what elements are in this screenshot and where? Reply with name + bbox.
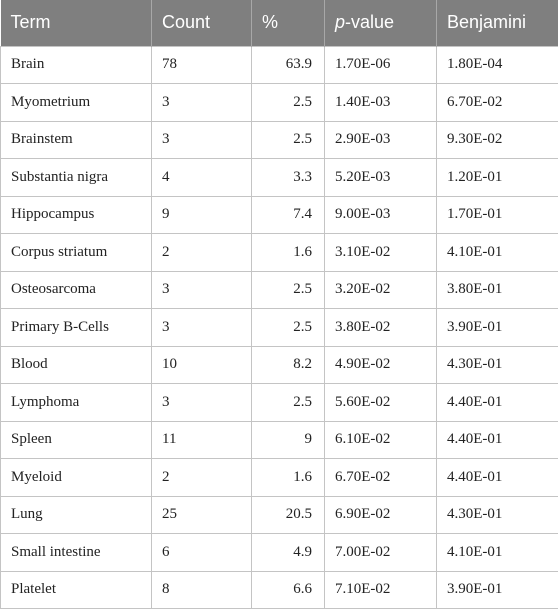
cell-benjamini: 4.40E-01 <box>437 459 558 497</box>
cell-count: 2 <box>152 234 252 272</box>
cell-pvalue: 1.40E-03 <box>325 84 437 122</box>
table-row <box>1 159 558 197</box>
cell-benjamini: 9.30E-02 <box>437 121 558 159</box>
cell-count: 25 <box>152 496 252 534</box>
cell-pvalue: 6.90E-02 <box>325 496 437 534</box>
cell-percent: 63.9 <box>252 46 325 84</box>
cell-count: 78 <box>152 46 252 84</box>
cell-term: Hippocampus <box>1 196 152 234</box>
cell-count: 10 <box>152 346 252 384</box>
cell-count: 9 <box>152 196 252 234</box>
cell-percent: 9 <box>252 421 325 459</box>
cell-pvalue: 9.00E-03 <box>325 196 437 234</box>
table-body <box>1 46 558 609</box>
cell-percent: 1.6 <box>252 459 325 497</box>
cell-benjamini: 1.80E-04 <box>437 46 558 84</box>
header-count: Count <box>152 0 252 46</box>
cell-pvalue: 2.90E-03 <box>325 121 437 159</box>
table-header <box>1 0 558 46</box>
cell-benjamini: 1.70E-01 <box>437 196 558 234</box>
table-row <box>1 271 558 309</box>
cell-pvalue: 3.80E-02 <box>325 309 437 347</box>
cell-count: 6 <box>152 534 252 572</box>
cell-percent: 2.5 <box>252 121 325 159</box>
table-row <box>1 496 558 534</box>
cell-pvalue: 5.60E-02 <box>325 384 437 422</box>
cell-count: 4 <box>152 159 252 197</box>
cell-benjamini: 4.40E-01 <box>437 421 558 459</box>
cell-percent: 2.5 <box>252 84 325 122</box>
cell-count: 11 <box>152 421 252 459</box>
cell-term: Lung <box>1 496 152 534</box>
cell-term: Primary B-Cells <box>1 309 152 347</box>
cell-pvalue: 1.70E-06 <box>325 46 437 84</box>
cell-count: 3 <box>152 84 252 122</box>
table-row <box>1 84 558 122</box>
cell-term: Substantia nigra <box>1 159 152 197</box>
cell-count: 8 <box>152 571 252 609</box>
cell-pvalue: 7.10E-02 <box>325 571 437 609</box>
table-row <box>1 196 558 234</box>
cell-percent: 4.9 <box>252 534 325 572</box>
cell-benjamini: 1.20E-01 <box>437 159 558 197</box>
cell-term: Small intestine <box>1 534 152 572</box>
cell-term: Blood <box>1 346 152 384</box>
table-row <box>1 384 558 422</box>
table-row <box>1 46 558 84</box>
cell-term: Myometrium <box>1 84 152 122</box>
table-row <box>1 309 558 347</box>
table-row <box>1 346 558 384</box>
cell-pvalue: 3.20E-02 <box>325 271 437 309</box>
table-row <box>1 571 558 609</box>
cell-percent: 6.6 <box>252 571 325 609</box>
cell-percent: 20.5 <box>252 496 325 534</box>
cell-benjamini: 3.80E-01 <box>437 271 558 309</box>
cell-term: Lymphoma <box>1 384 152 422</box>
cell-pvalue: 6.10E-02 <box>325 421 437 459</box>
cell-benjamini: 6.70E-02 <box>437 84 558 122</box>
cell-pvalue: 7.00E-02 <box>325 534 437 572</box>
header-row <box>1 0 558 46</box>
header-pvalue-italic: p <box>335 12 346 33</box>
cell-percent: 7.4 <box>252 196 325 234</box>
cell-term: Spleen <box>1 421 152 459</box>
cell-benjamini: 4.10E-01 <box>437 234 558 272</box>
cell-count: 3 <box>152 309 252 347</box>
cell-percent: 2.5 <box>252 384 325 422</box>
cell-benjamini: 4.10E-01 <box>437 534 558 572</box>
table-row <box>1 534 558 572</box>
cell-term: Platelet <box>1 571 152 609</box>
table-row <box>1 234 558 272</box>
cell-percent: 2.5 <box>252 271 325 309</box>
cell-benjamini: 4.40E-01 <box>437 384 558 422</box>
cell-count: 3 <box>152 271 252 309</box>
header-benjamini: Benjamini <box>437 0 558 46</box>
table-row <box>1 421 558 459</box>
cell-benjamini: 3.90E-01 <box>437 571 558 609</box>
header-term: Term <box>1 0 152 46</box>
cell-percent: 1.6 <box>252 234 325 272</box>
cell-percent: 8.2 <box>252 346 325 384</box>
table-row <box>1 121 558 159</box>
cell-pvalue: 4.90E-02 <box>325 346 437 384</box>
cell-percent: 3.3 <box>252 159 325 197</box>
header-pvalue-suffix: -value <box>345 12 395 33</box>
header-pvalue <box>325 0 437 46</box>
cell-pvalue: 3.10E-02 <box>325 234 437 272</box>
cell-percent: 2.5 <box>252 309 325 347</box>
cell-benjamini: 4.30E-01 <box>437 346 558 384</box>
cell-term: Corpus striatum <box>1 234 152 272</box>
header-percent: % <box>252 0 325 46</box>
cell-pvalue: 5.20E-03 <box>325 159 437 197</box>
cell-benjamini: 4.30E-01 <box>437 496 558 534</box>
cell-pvalue: 6.70E-02 <box>325 459 437 497</box>
cell-count: 3 <box>152 121 252 159</box>
table-row <box>1 459 558 497</box>
cell-term: Brainstem <box>1 121 152 159</box>
cell-term: Brain <box>1 46 152 84</box>
cell-term: Osteosarcoma <box>1 271 152 309</box>
cell-term: Myeloid <box>1 459 152 497</box>
cell-count: 2 <box>152 459 252 497</box>
cell-benjamini: 3.90E-01 <box>437 309 558 347</box>
cell-count: 3 <box>152 384 252 422</box>
